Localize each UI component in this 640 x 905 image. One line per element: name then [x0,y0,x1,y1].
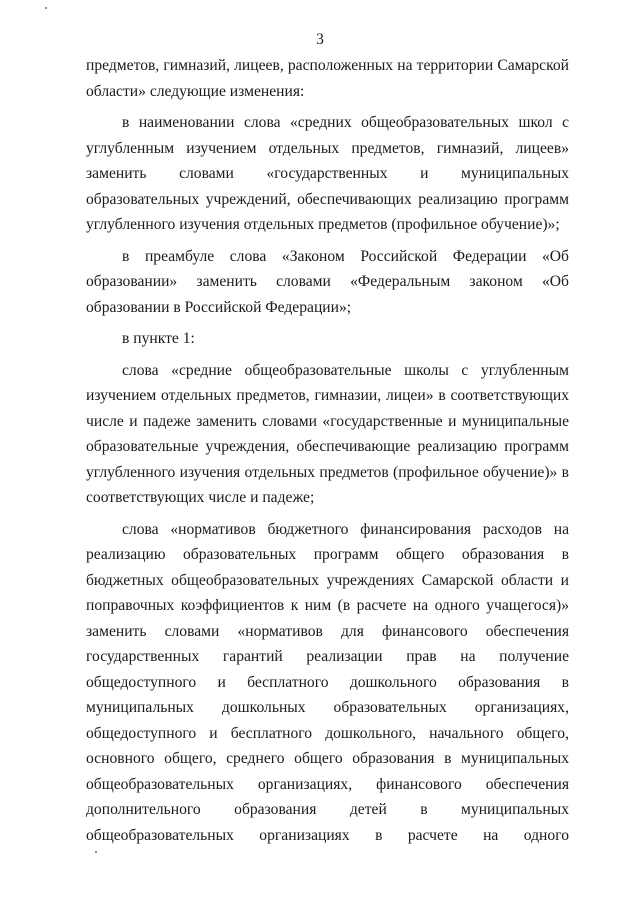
paragraph: в наименовании слова «средних общеобразовательных школ с углубленным изучением отдельных предметов, гимназий, лицеев» заменить словами «государственных и муниципальных образовательных учреждений, обеспечивающих реализацию программ углубленного изучения отдельных предметов (профильное обучение)»; [86,114,569,233]
paragraph: слова «нормативов бюджетного финансирования расходов на реализацию образовательных программ общего образования в бюджетных общеобразовательных учреждениях Самарской области и поправочных коэффициентов к ним (в расчете на одного учащегося)» заменить словами «нормативов для финансового обеспечения государственных гарантий реализации прав на получение общедоступного и бесплатного дошкольного образования в муниципальных дошкольных образовательных организациях, общедоступного и бесплатного дошкольного, начального общего, основного общего, среднего общего образования в муниципальных общеобразовательных организациях, финансового обеспечения дополнительного образования детей в муниципальных общеобразовательных организациях в расчете на одного [86,520,569,844]
scan-speck [95,851,97,853]
paragraph: предметов, гимназий, лицеев, расположенных на территории Самарской области» следующие изменения: [86,57,569,100]
scan-speck [45,7,47,9]
paragraph: слова «средние общеобразовательные школы с углубленным изучением отдельных предметов, гимназии, лицеи» в соответствующих числе и падеже заменить словами «государственные и муниципальные образовательные учреждения, обеспечивающие реализацию программ углубленного изучения отдельных предметов (профильное обучение)» в соответствующих числе и падеже; [86,361,569,506]
paragraph: в преамбуле слова «Законом Российской Федерации «Об образовании» заменить словами «Федеральным законом «Об образовании в Российской Федерации»; [86,247,569,316]
page-number: 3 [316,31,324,48]
paragraph: в пункте 1: [122,330,195,347]
body-text [86,53,569,848]
